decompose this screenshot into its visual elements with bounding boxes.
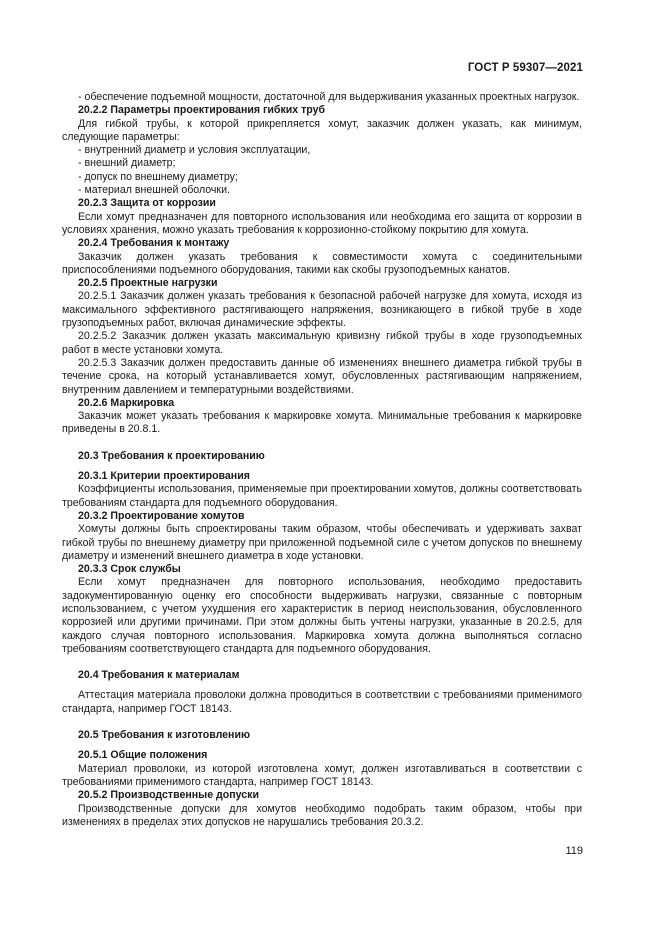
heading-20-2-5: 20.2.5 Проектные нагрузки: [78, 277, 218, 290]
heading-20-5-1: 20.5.1 Общие положения: [78, 749, 208, 762]
heading-20-2-4: 20.2.4 Требования к монтажу: [78, 237, 230, 250]
heading-20-3-3: 20.3.3 Срок службы: [78, 563, 181, 576]
paragraph-20-2-5-3: 20.2.5.3 Заказчик должен предоставить данные об изменениях внешнего диаметра гибкой трубы в течение срока, на который устанавливается хомут, обусловленных растягивающим напряжением, внутренним давлением и температурными воздействиями.: [62, 356, 582, 396]
heading-20-5-2: 20.5.2 Производственные допуски: [78, 789, 259, 802]
paragraph-20-2-3: Если хомут предназначен для повторного использования или необходима его защита от коррозии в условиях хранения, можно указать требования к коррозионно-стойкому покрытию для хомута.: [62, 210, 582, 236]
paragraph-intro: - обеспечение подъемной мощности, достаточной для выдерживания указанных проектных нагрузок.: [78, 91, 580, 103]
paragraph-20-2-6: Заказчик может указать требования к маркировке хомута. Минимальные требования к маркировке приведены в 20.8.1.: [62, 410, 582, 436]
heading-20-2-2: 20.2.2 Параметры проектирования гибких труб: [78, 104, 326, 117]
heading-20-5: 20.5 Требования к изготовлению: [78, 729, 251, 742]
paragraph-20-2-4: Заказчик должен указать требования к совместимости хомута с соединительными приспособлениями подъемного оборудования, такими как скобы грузоподъемных канатов.: [62, 250, 582, 276]
paragraph-20-2-2: Для гибкой трубы, к которой прикрепляется хомут, заказчик должен указать, как минимум, следующие параметры:: [62, 117, 582, 143]
list-item: - допуск по внешнему диаметру;: [78, 170, 238, 183]
paragraph-20-3-1: Коэффициенты использования, применяемые при проектировании хомутов, должны соответствовать требованиям стандарта для подъемного оборудования.: [62, 483, 582, 509]
page-number: 119: [565, 845, 583, 857]
document-body: [62, 91, 582, 829]
paragraph-20-2-5-1: 20.2.5.1 Заказчик должен указать требования к безопасной рабочей нагрузке для хомута, исходя из максимального эффективного растягивающего напряжения, возникающего в гибкой трубе в ходе грузоподъемных работ, включая динамические эффекты.: [62, 290, 582, 330]
list-item: - внешний диаметр;: [78, 157, 176, 170]
paragraph-20-5-1: Материал проволоки, из которой изготовлена хомут, должен изготавливаться в соответствии с требованиями применимого стандарта, например ГОСТ 18143.: [62, 762, 582, 788]
heading-20-3-1: 20.3.1 Критерии проектирования: [78, 470, 250, 483]
paragraph-20-3-3: Если хомут предназначен для повторного использования, необходимо предоставить задокументированную оценку его способности выдерживать нагрузки, связанные с повторным использованием, с учетом ухудшения его характеристик в период неиспользования, обусловленного коррозией или другими причинами. При этом должны быть учтены нагрузки, указанные в 20.2.5, для каждого случая повторного использования. Маркировка хомута должна выполняться согласно требованиям соответствующего стандарта для подъемного оборудования.: [62, 576, 582, 655]
paragraph-20-3-2: Хомуты должны быть спроектированы таким образом, чтобы обеспечивать и удерживать захват гибкой трубы по внешнему диаметру при приложенной подъемной силе с учетом допусков по внешнему диаметру и изменений внешнего диаметра в ходе установки.: [62, 523, 582, 562]
heading-20-4: 20.4 Требования к материалам: [78, 669, 240, 682]
paragraph-20-2-5-2: 20.2.5.2 Заказчик должен указать максимальную кривизну гибкой трубы в ходе грузоподъемных работ в месте установки хомута.: [62, 330, 582, 356]
heading-20-2-3: 20.2.3 Защита от коррозии: [78, 197, 216, 210]
heading-20-2-6: 20.2.6 Маркировка: [78, 396, 175, 409]
paragraph-20-5-2: Производственные допуски для хомутов необходимо подобрать таким образом, чтобы при изменениях в пределах этих допусков не нарушались требования 20.3.2.: [62, 802, 582, 828]
heading-20-3: 20.3 Требования к проектированию: [78, 449, 265, 462]
heading-20-3-2: 20.3.2 Проектирование хомутов: [78, 509, 245, 522]
paragraph-20-4: Аттестация материала проволоки должна проводиться в соответствии с требованиями применимого стандарта, например ГОСТ 18143.: [62, 689, 582, 715]
document-header-id: ГОСТ Р 59307—2021: [467, 62, 583, 74]
list-item: - материал внешней оболочки.: [78, 184, 230, 197]
list-item: - внутренний диаметр и условия эксплуатации,: [78, 144, 311, 157]
